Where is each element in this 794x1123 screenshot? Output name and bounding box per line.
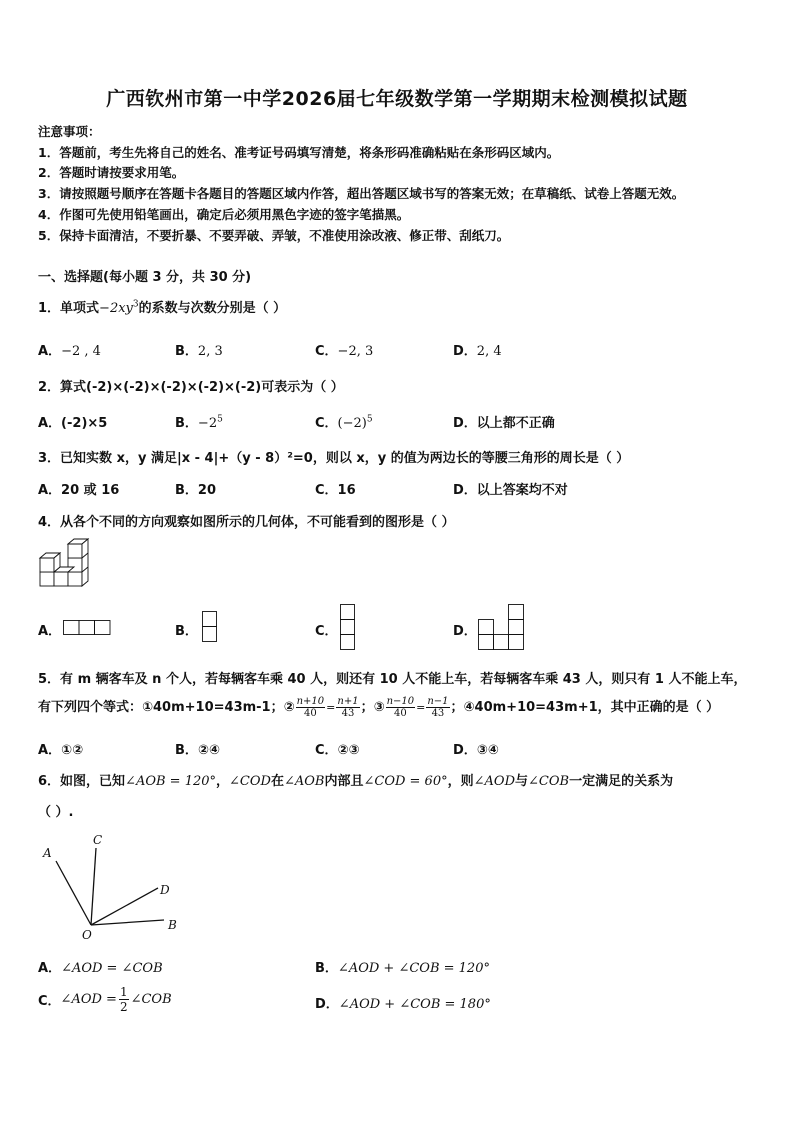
option-a[interactable] — [38, 340, 101, 359]
option-label: B．20 — [175, 483, 216, 498]
option-b-shape — [202, 611, 218, 643]
question-1 — [38, 297, 286, 316]
option-label: C．16 — [315, 483, 356, 498]
notice-heading: 注意事项： — [38, 124, 101, 139]
exponent: 5 — [217, 414, 223, 425]
option-value: −2 — [197, 416, 218, 431]
point-label-b: B — [168, 918, 177, 932]
option-label: A． — [38, 624, 62, 639]
option-a[interactable] — [38, 739, 83, 758]
fraction — [426, 696, 449, 719]
option-b[interactable] — [175, 340, 223, 359]
option-c[interactable] — [315, 739, 360, 758]
question-text: ， — [216, 774, 230, 789]
option-value: 2, 3 — [197, 344, 223, 359]
option-a[interactable] — [38, 479, 119, 498]
numerator: n+10 — [296, 696, 325, 707]
option-value: (−2) — [337, 416, 367, 431]
point-label-c: C — [93, 833, 103, 847]
option-b[interactable] — [175, 479, 216, 498]
option-label: D．以上答案均不对 — [453, 483, 568, 498]
option-c-shape — [340, 604, 356, 651]
angle-diagram — [38, 828, 188, 943]
option-label: A． — [38, 344, 62, 359]
point-label-d: D — [160, 883, 170, 897]
option-value: ∠AOD = — [60, 992, 117, 1007]
denominator: 40 — [304, 708, 317, 719]
option-b[interactable] — [175, 620, 198, 639]
monomial-expression: −2xy — [99, 301, 133, 316]
option-label: A．20 或 16 — [38, 483, 120, 498]
question-5: 5．有 m 辆客车及 n 个人，若每辆客车乘 40 人，则还有 10 人不能上车，若每辆客车乘 43 人，则只有 1 人不能上车， — [38, 672, 747, 687]
fraction — [386, 696, 416, 719]
option-a[interactable] — [38, 957, 163, 976]
section-heading: 一、选择题(每小题 3 分，共 30 分) — [38, 270, 252, 285]
notice-item: 2．答题时请按要求用笔。 — [38, 165, 185, 180]
denominator: 43 — [341, 708, 355, 719]
option-label: A． — [38, 961, 62, 976]
option-value: ∠AOD + ∠COB = 120° — [337, 961, 490, 976]
denominator: 43 — [431, 708, 445, 719]
question-6 — [38, 770, 673, 789]
angle-expression: ∠COD = 60° — [363, 774, 448, 789]
option-d[interactable] — [453, 412, 555, 431]
option-label: A．(-2)×5 — [38, 416, 108, 431]
option-b[interactable] — [315, 957, 490, 976]
fraction — [119, 985, 129, 1014]
question-text: ，则 — [447, 774, 474, 789]
numerator: n−1 — [427, 696, 449, 707]
question-text: 内部且 — [324, 774, 364, 789]
angle-expression: ∠COD — [229, 774, 271, 789]
question-text: 有下列四个等式：①40m+10=43m-1；② — [38, 700, 295, 715]
denominator: 40 — [393, 708, 407, 719]
question-text: 一定满足的关系为 — [569, 774, 674, 789]
angle-expression: ∠AOB — [283, 774, 325, 789]
option-c[interactable] — [315, 340, 373, 359]
question-text: ；③ — [360, 700, 385, 715]
option-label: B． — [175, 344, 198, 359]
option-a-shape — [63, 620, 111, 636]
question-text: 与 — [515, 774, 529, 789]
option-label: B． — [175, 624, 198, 639]
equals-sign: = — [326, 701, 336, 714]
angle-expression: ∠COB — [528, 774, 570, 789]
notice-item: 5．保持卡面清洁，不要折暴、不要弄破、弄皱，不准使用涂改液、修正带、刮纸刀。 — [38, 228, 510, 243]
option-c[interactable] — [315, 620, 338, 639]
denominator: 2 — [119, 1000, 128, 1014]
question-text: 6．如图，已知 — [38, 774, 126, 789]
option-value: ∠COB — [130, 992, 172, 1007]
option-label: C． — [315, 624, 338, 639]
option-a[interactable] — [38, 412, 107, 431]
option-d[interactable] — [315, 993, 491, 1012]
angle-expression: ∠AOB = 120° — [125, 774, 217, 789]
option-label: D．以上都不正确 — [453, 416, 555, 431]
numerator: n+1 — [337, 696, 359, 707]
option-c[interactable] — [38, 985, 172, 1014]
point-label-o: O — [82, 928, 92, 942]
option-label: B． — [175, 416, 198, 431]
option-d[interactable] — [453, 620, 477, 639]
option-d[interactable] — [453, 739, 499, 758]
option-label: D． — [453, 624, 477, 639]
option-label: C．②③ — [315, 743, 360, 758]
option-label: C． — [315, 344, 338, 359]
point-label-a: A — [43, 846, 52, 860]
option-value: −2, 3 — [337, 344, 374, 359]
option-a[interactable] — [38, 620, 61, 639]
question-5-equations — [38, 696, 719, 719]
equals-sign: = — [416, 701, 426, 714]
question-text: 1．单项式 — [38, 301, 100, 316]
question-2: 2．算式(-2)×(-2)×(-2)×(-2)×(-2)可表示为（ ） — [38, 380, 344, 395]
option-value: ∠AOD = ∠COB — [61, 961, 163, 976]
option-value: −2 , 4 — [61, 344, 101, 359]
option-label: B．②④ — [175, 743, 220, 758]
fraction — [296, 696, 326, 719]
numerator: n−10 — [386, 696, 415, 707]
solid-figure — [38, 538, 94, 594]
option-c[interactable] — [315, 479, 356, 498]
question-4: 4．从各个不同的方向观察如图所示的几何体，不可能看到的图形是（ ） — [38, 515, 455, 530]
option-label: B． — [315, 961, 338, 976]
option-d-shape — [478, 604, 526, 651]
fraction — [336, 696, 359, 719]
option-label: D． — [315, 997, 339, 1012]
exponent: 5 — [366, 414, 373, 425]
option-d[interactable] — [453, 340, 502, 359]
exponent: 3 — [132, 299, 139, 310]
question-text: 在 — [270, 774, 284, 789]
angle-expression: ∠AOD — [473, 774, 515, 789]
question-text: ；④40m+10=43m+1，其中正确的是（ ） — [450, 700, 720, 715]
option-value: ∠AOD + ∠COB = 180° — [338, 997, 491, 1012]
option-label: D．③④ — [453, 743, 499, 758]
question-6-bracket: （ ）. — [38, 805, 74, 820]
notice-item: 1．答题前，考生先将自己的姓名、准考证号码填写清楚，将条形码准确粘贴在条形码区域内。 — [38, 145, 560, 160]
option-label: C． — [38, 994, 61, 1009]
question-text: 的系数与次数分别是（ ） — [138, 301, 287, 316]
option-label: C． — [315, 416, 338, 431]
option-c[interactable] — [315, 412, 373, 431]
page-title: 广西钦州市第一中学2026届七年级数学第一学期期末检测模拟试题 — [106, 88, 688, 110]
option-d[interactable] — [453, 479, 568, 498]
option-label: D． — [453, 344, 477, 359]
option-b[interactable] — [175, 739, 220, 758]
option-b[interactable] — [175, 412, 223, 431]
option-label: A．①② — [38, 743, 84, 758]
option-value: 2, 4 — [476, 344, 502, 359]
notice-item: 3．请按照题号顺序在答题卡各题目的答题区域内作答，超出答题区域书写的答案无效；在草稿纸、试卷上答题无效。 — [38, 186, 685, 201]
numerator: 1 — [119, 985, 128, 999]
question-3: 3．已知实数 x，y 满足|x - 4|+（y - 8）²=0，则以 x，y 的值为两边长的等腰三角形的周长是（ ） — [38, 451, 630, 466]
notice-item: 4．作图可先使用铅笔画出，确定后必须用黑色字迹的签字笔描黑。 — [38, 207, 410, 222]
